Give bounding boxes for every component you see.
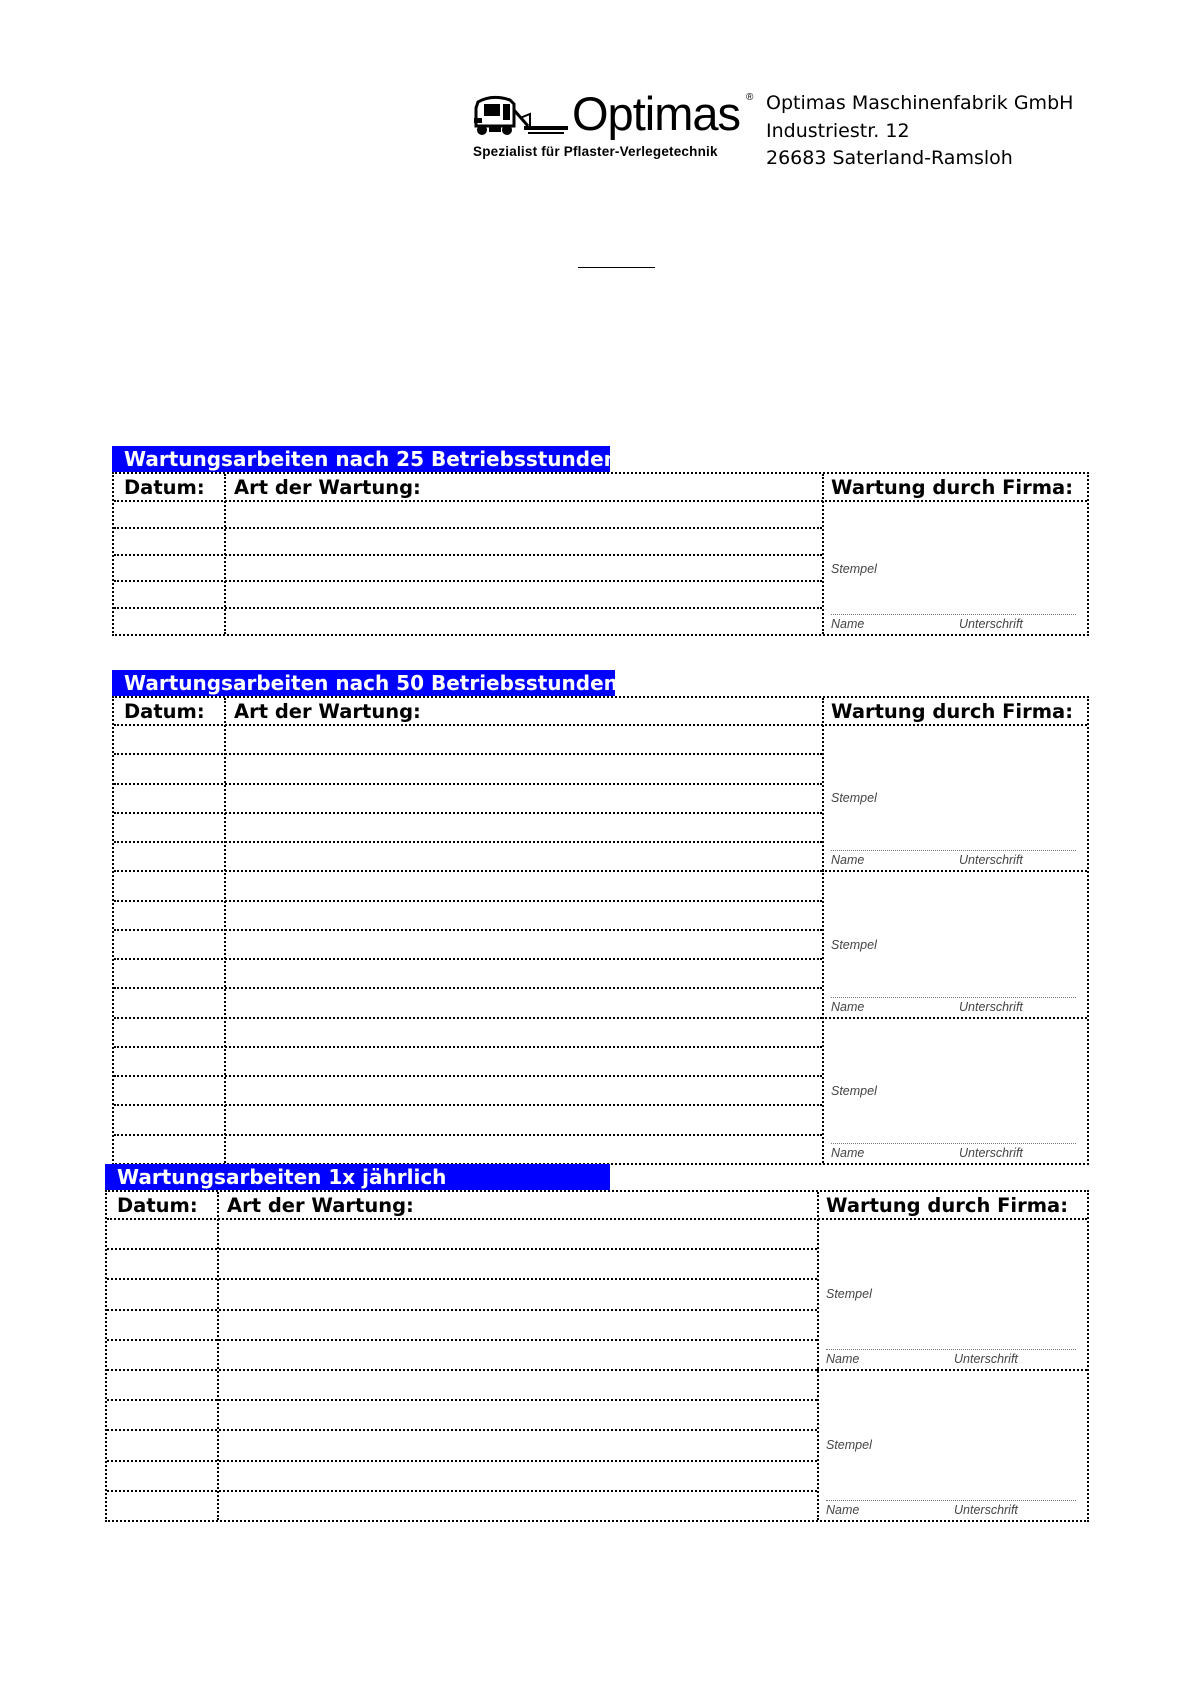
table-row-divider — [107, 1248, 817, 1250]
title-underline — [578, 267, 655, 268]
signature-line — [831, 614, 1076, 615]
maintenance-section-25h — [112, 446, 1089, 636]
table-row-divider — [114, 987, 822, 989]
maintenance-table — [105, 1190, 1089, 1522]
table-row-divider — [114, 1075, 822, 1077]
stamp-label: Stempel — [831, 561, 877, 576]
firm-block-divider — [822, 1017, 1087, 1019]
stamp-label: Stempel — [826, 1287, 872, 1302]
paving-machine-icon — [472, 92, 570, 144]
company-address — [766, 90, 1073, 173]
stamp-label: Stempel — [831, 937, 877, 952]
table-row-divider — [114, 527, 822, 529]
table-row-divider — [114, 783, 822, 785]
table-row-divider — [107, 1369, 817, 1371]
column-header-art: Art der Wartung: — [234, 700, 421, 723]
stamp-label: Stempel — [831, 1083, 877, 1098]
section-title: Wartungsarbeiten 1x jährlich — [105, 1164, 610, 1190]
column-header-datum: Datum: — [124, 476, 205, 499]
maintenance-table — [112, 472, 1089, 636]
table-row-divider — [114, 607, 822, 609]
section-title: Wartungsarbeiten nach 25 Betriebsstunden — [112, 446, 610, 472]
address-line: Optimas Maschinenfabrik GmbH — [766, 92, 1074, 114]
signature-label: Unterschrift — [959, 853, 1023, 868]
signature-label: Unterschrift — [959, 999, 1023, 1014]
signature-label: Unterschrift — [954, 1352, 1018, 1366]
firm-block-divider — [822, 870, 1087, 872]
table-row-divider — [107, 1490, 817, 1492]
stamp-label: Stempel — [831, 791, 877, 806]
table-row-divider — [114, 870, 822, 872]
table-row-divider — [114, 812, 822, 814]
table-row-divider — [114, 580, 822, 582]
table-row-divider — [114, 841, 822, 843]
column-header-firma: Wartung durch Firma: — [831, 476, 1074, 499]
column-divider — [822, 698, 824, 1163]
maintenance-section-yearly — [105, 1164, 1089, 1522]
column-divider — [817, 1192, 819, 1520]
name-label: Name — [831, 999, 865, 1014]
maintenance-section-50h — [112, 670, 1089, 1165]
stamp-label: Stempel — [826, 1438, 872, 1453]
column-divider — [217, 1192, 219, 1520]
table-row-divider — [107, 1309, 817, 1311]
table-row-divider — [107, 1429, 817, 1431]
name-label: Name — [831, 617, 865, 631]
table-row-divider — [114, 1017, 822, 1019]
table-row-divider — [114, 1134, 822, 1136]
table-row-divider — [114, 554, 822, 556]
logo-wordmark: Optimas — [572, 87, 740, 140]
registered-mark: ® — [746, 92, 754, 103]
signature-line — [826, 1349, 1076, 1350]
table-row-divider — [114, 1046, 822, 1048]
signature-label: Unterschrift — [954, 1503, 1018, 1517]
signature-line — [831, 850, 1076, 851]
table-row-divider — [107, 1399, 817, 1401]
column-header-firma: Wartung durch Firma: — [831, 700, 1074, 723]
column-header-art: Art der Wartung: — [234, 476, 421, 499]
signature-line — [831, 1143, 1076, 1144]
table-row-divider — [114, 929, 822, 931]
address-line: Industriestr. 12 — [766, 119, 910, 142]
column-header-datum: Datum: — [124, 700, 205, 723]
column-header-art: Art der Wartung: — [227, 1194, 414, 1217]
column-divider — [822, 474, 824, 634]
section-title: Wartungsarbeiten nach 50 Betriebsstunden — [112, 670, 615, 696]
header-divider — [114, 724, 1087, 726]
firm-block-divider — [817, 1369, 1087, 1371]
table-row-divider — [107, 1278, 817, 1280]
maintenance-table — [112, 696, 1089, 1165]
header-divider — [107, 1218, 1087, 1220]
column-header-datum: Datum: — [117, 1194, 198, 1217]
header-divider — [114, 500, 1087, 502]
signature-line — [831, 997, 1076, 998]
table-row-divider — [114, 900, 822, 902]
company-logo — [472, 88, 757, 168]
table-row-divider — [107, 1460, 817, 1462]
signature-label: Unterschrift — [959, 617, 1023, 631]
table-row-divider — [114, 753, 822, 755]
logo-tagline: Spezialist für Pflaster-Verlegetechnik — [473, 144, 718, 159]
table-row-divider — [114, 1104, 822, 1106]
name-label: Name — [831, 853, 865, 868]
table-row-divider — [114, 958, 822, 960]
name-label: Name — [826, 1352, 860, 1366]
column-header-firma: Wartung durch Firma: — [826, 1194, 1069, 1217]
table-row-divider — [107, 1339, 817, 1341]
signature-label: Unterschrift — [959, 1146, 1023, 1160]
address-line: 26683 Saterland-Ramsloh — [766, 147, 1013, 169]
signature-line — [826, 1500, 1076, 1501]
name-label: Name — [831, 1146, 865, 1160]
name-label: Name — [826, 1503, 860, 1517]
